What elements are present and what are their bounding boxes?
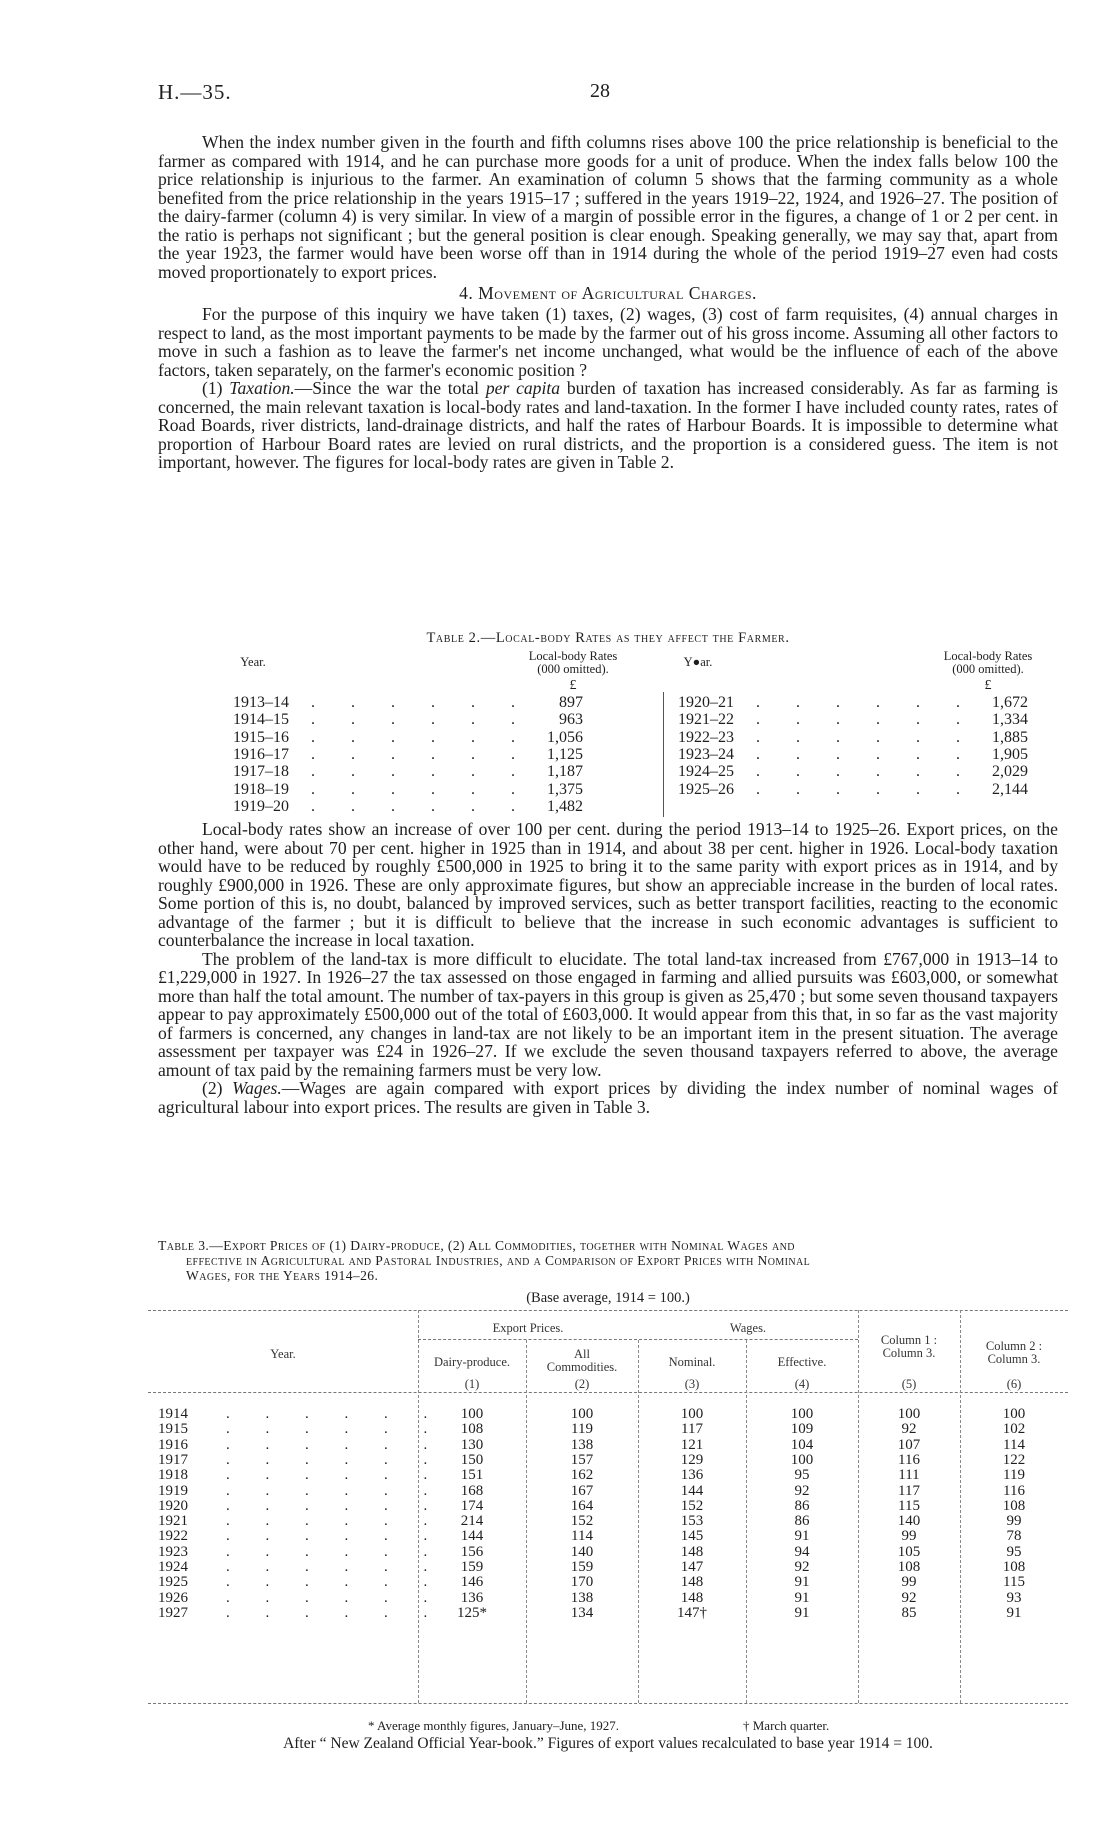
table3-year: 1917 <box>158 1451 188 1468</box>
table3-cell-c6: 122 <box>1002 1451 1026 1468</box>
taxation-per-capita: per capita <box>485 378 561 398</box>
table2-year: 1924–25 <box>678 763 734 781</box>
table3-cell-effective: 92 <box>794 1482 810 1499</box>
table3-cell-all: 100 <box>570 1406 594 1422</box>
table3-col5-header <box>858 1334 960 1360</box>
table3-cell-all: 138 <box>570 1589 594 1606</box>
table3-cell-c5: 111 <box>898 1467 920 1484</box>
table3-cell-nominal: 121 <box>680 1436 704 1453</box>
table2-value: 1,885 <box>992 728 1028 746</box>
table2-year-header-right: Y●ar. <box>683 655 713 669</box>
table2-unit-right: £ <box>984 678 992 693</box>
table3-cell-c5: 115 <box>898 1497 920 1514</box>
table3-year: 1922 <box>158 1528 188 1545</box>
table3-cell-all: 114 <box>571 1528 593 1545</box>
col5-header-line2: Column 3. <box>882 1346 936 1360</box>
body-text-top <box>158 133 1058 472</box>
table3-cell-all: 159 <box>570 1559 594 1575</box>
taxation-text-a: —Since the war the total <box>294 378 486 398</box>
table3-year: 1924 <box>158 1559 188 1575</box>
table2-value: 1,905 <box>992 745 1028 763</box>
table2-leader-dots: . . . . . . <box>756 763 976 781</box>
table3-cell-all: 167 <box>570 1482 594 1499</box>
table3-cell-dairy: 168 <box>460 1482 484 1499</box>
section-heading-agricultural-charges: 4. Movement of Agricultural Charges. <box>459 283 757 303</box>
table3-cell-dairy: 108 <box>460 1421 484 1438</box>
table3-title-line2: effective in Agricultural and Pastoral Industries, and a Comparison of Export Prices with Nominal <box>186 1253 811 1268</box>
table3-cell-c5: 99 <box>901 1574 917 1591</box>
table3-year: 1925 <box>158 1574 188 1591</box>
table2-row <box>233 798 593 815</box>
col6-header-line2: Column 3. <box>987 1352 1041 1366</box>
table3-cell-c5: 116 <box>898 1451 920 1468</box>
table3-leader-dots: . . . . . . <box>226 1574 444 1591</box>
table3-cell-c6: 99 <box>1006 1513 1022 1530</box>
table3-cell-c6: 95 <box>1006 1543 1022 1560</box>
table2-year: 1922–23 <box>678 728 734 746</box>
table3-col-number-6: (6) <box>1006 1377 1022 1391</box>
paragraph-purpose-of-inquiry: For the purpose of this inquiry we have taken (1) taxes, (2) wages, (3) cost of farm requisites, (4) annual charges in respect to land, as the most important payments to be made by the farmer out of his gross income. Assuming all other factors to move in such a fashion as to leave the farmer's net income unchanged, what would be the influence of each of the above factors, taken separately, on the farmer's economic position ? <box>158 304 1058 380</box>
rates-header-line1: Local-body Rates <box>528 649 618 663</box>
table2-leader-dots: . . . . . . <box>756 728 976 746</box>
table3-cell-all: 170 <box>570 1574 594 1591</box>
table3-title <box>158 1238 1058 1283</box>
table2-year: 1918–19 <box>233 780 289 798</box>
table3-cell-nominal: 145 <box>680 1528 704 1545</box>
table3-cell-effective: 91 <box>794 1574 810 1591</box>
all-header-line2: Commodities. <box>546 1360 618 1374</box>
table3-cell-effective: 92 <box>794 1559 810 1575</box>
table3-year: 1914 <box>158 1406 188 1422</box>
table3-leader-dots: . . . . . . <box>226 1451 444 1468</box>
table3-cell-nominal: 144 <box>680 1482 704 1499</box>
table2-leader-dots: . . . . . . <box>756 711 976 729</box>
table3-year: 1919 <box>158 1482 188 1499</box>
table2-year: 1923–24 <box>678 745 734 763</box>
table2-divider <box>663 692 664 817</box>
paragraph-wages <box>158 1079 1058 1116</box>
table3-cell-all: 157 <box>570 1451 594 1468</box>
table3-top-rule <box>148 1310 1068 1311</box>
table3-cell-effective: 91 <box>794 1604 810 1621</box>
table3-leader-dots: . . . . . . <box>226 1421 444 1438</box>
table3-base-note: (Base average, 1914 = 100.) <box>526 1290 690 1306</box>
rates-header-line2: (000 omitted). <box>952 662 1024 676</box>
table2-leader-dots: . . . . . . <box>311 694 531 711</box>
table2-row <box>678 763 1038 780</box>
table2-value: 963 <box>559 711 583 729</box>
paragraph-taxation <box>158 379 1058 472</box>
table2 <box>233 648 1053 818</box>
table3-cell-nominal: 147 <box>680 1559 704 1575</box>
table2-year: 1919–20 <box>233 797 289 815</box>
table3-cell-c6: 108 <box>1002 1559 1026 1575</box>
table3-dairy-header: Dairy-produce. <box>433 1355 510 1369</box>
table3-cell-c6: 114 <box>1003 1436 1025 1453</box>
table3-title-line1: Table 3.—Export Prices of (1) Dairy-produce, (2) All Commodities, together with Nominal Wages and <box>158 1238 795 1253</box>
table2-leader-dots: . . . . . . <box>311 745 531 763</box>
table3-col6-header <box>960 1340 1068 1366</box>
table3-cell-c5: 85 <box>901 1604 917 1621</box>
table3-col-number-5: (5) <box>901 1377 917 1391</box>
table2-row <box>233 746 593 763</box>
note-dagger: † March quarter. <box>743 1718 830 1733</box>
table3-cell-dairy: 125* <box>457 1604 487 1621</box>
table2-row <box>678 746 1038 763</box>
table2-value: 1,482 <box>547 797 583 815</box>
table3-cell-effective: 91 <box>794 1589 810 1606</box>
table3-cell-c6: 102 <box>1002 1421 1026 1438</box>
table3-cell-all: 164 <box>570 1497 594 1514</box>
col6-header-line1: Column 2 : <box>985 1339 1043 1353</box>
table3-cell-nominal: 153 <box>680 1513 704 1530</box>
table3-year: 1920 <box>158 1497 188 1514</box>
table3-col-number-4: (4) <box>794 1377 810 1391</box>
table3-cell-dairy: 159 <box>460 1559 484 1575</box>
all-header-line1: All <box>574 1347 590 1361</box>
table3-cell-dairy: 130 <box>460 1436 484 1453</box>
table3-year: 1921 <box>158 1513 188 1530</box>
table2-leader-dots: . . . . . . <box>311 728 531 746</box>
table3-col-number-1: (1) <box>464 1377 480 1391</box>
table3-cell-effective: 95 <box>794 1467 810 1484</box>
table3-cell-dairy: 156 <box>460 1543 484 1560</box>
table2-row <box>233 763 593 780</box>
table3-cell-c6: 93 <box>1006 1589 1022 1606</box>
table2-value: 2,144 <box>992 780 1028 798</box>
table3-leader-dots: . . . . . . <box>226 1497 444 1514</box>
table3-year: 1927 <box>158 1604 188 1621</box>
table2-rates-header-right <box>923 650 1053 676</box>
table2-value: 1,334 <box>992 711 1028 729</box>
table2-leader-dots: . . . . . . <box>311 763 531 781</box>
table3-cell-nominal: 152 <box>680 1497 704 1514</box>
table2-row <box>233 781 593 798</box>
table3-cell-c5: 92 <box>901 1421 917 1438</box>
table3-nominal-header: Nominal. <box>668 1355 716 1369</box>
table3-cell-all: 138 <box>570 1436 594 1453</box>
table2-title: Table 2.—Local-body Rates as they affect the Farmer. <box>426 630 790 646</box>
table3-year: 1916 <box>158 1436 188 1453</box>
table3-cell-c5: 92 <box>901 1589 917 1606</box>
table2-year: 1925–26 <box>678 780 734 798</box>
table3-cell-c6: 78 <box>1006 1528 1022 1545</box>
table2-row <box>233 711 593 728</box>
table3-all-commodities-header <box>526 1348 638 1374</box>
table2-year: 1916–17 <box>233 745 289 763</box>
table3-col-number-2: (2) <box>574 1377 590 1391</box>
table3-cell-nominal: 129 <box>680 1451 704 1468</box>
wages-heading: Wages. <box>232 1078 282 1098</box>
table2-leader-dots: . . . . . . <box>311 797 531 815</box>
table3-year: 1918 <box>158 1467 188 1484</box>
table2-rates-header-left <box>508 650 638 676</box>
table3-source: After “ New Zealand Official Year-book.” Figures of export values recalculated to base year 1914 = 100. <box>283 1735 933 1752</box>
table3-cell-nominal: 148 <box>680 1589 704 1606</box>
table3-cell-dairy: 136 <box>460 1589 484 1606</box>
table2-leader-dots: . . . . . . <box>756 780 976 798</box>
table3-cell-all: 119 <box>571 1421 593 1438</box>
wages-number: (2) <box>202 1078 233 1098</box>
body-text-middle <box>158 820 1058 1116</box>
table3-effective-header: Effective. <box>777 1355 827 1369</box>
table3-cell-dairy: 146 <box>460 1574 484 1591</box>
table3-leader-dots: . . . . . . <box>226 1482 444 1499</box>
taxation-number: (1) <box>202 378 230 398</box>
table3-cell-c6: 91 <box>1006 1604 1022 1621</box>
taxation-text-b: burden of taxation has increased considerably. As far as farming is concerned, the main relevant taxation is local-body rates and land-taxation. In the former I have included county rates, rates of Road Boards, river districts, land-drainage districts, and half the rates of Harbour Boards. It is impossible to determine what proportion of Harbour Board rates are levied on rural districts, and the proportion is a considered guess. The item is not important, however. The figures for local-body rates are given in Table 2. <box>158 378 1058 472</box>
table3-cell-effective: 104 <box>790 1436 814 1453</box>
table2-value: 1,672 <box>992 694 1028 711</box>
table2-row <box>678 711 1038 728</box>
table3-cell-effective: 94 <box>794 1543 810 1560</box>
table2-value: 897 <box>559 694 583 711</box>
rates-header-line2: (000 omitted). <box>537 662 609 676</box>
table3-leader-dots: . . . . . . <box>226 1528 444 1545</box>
wages-text: —Wages are again compared with export prices by dividing the index number of nominal wages of agricultural labour into export prices. The results are given in Table 3. <box>158 1078 1058 1117</box>
paragraph-land-tax: The problem of the land-tax is more difficult to elucidate. The total land-tax increased from £767,000 in 1913–14 to £1,229,000 in 1927. In 1926–27 the tax assessed on those engaged in farming and allied pursuits was £603,000, or somewhat more than half the total amount. The number of tax-payers in this group is given as 25,470 ; but some seven thousand taxpayers appear to pay approximately £500,000 out of the total of £603,000. It would appear from this that, in so far as the vast majority of farmers is concerned, any changes in land-tax are not likely to be an important item in the present situation. The average assessment per taxpayer was £24 in 1926–27. If we exclude the seven thousand taxpayers referred to above, the average amount of tax paid by the remaining farmers must be very low. <box>158 948 1058 1080</box>
table3-cell-c5: 117 <box>898 1482 920 1499</box>
table2-row <box>678 729 1038 746</box>
table3-cell-dairy: 150 <box>460 1451 484 1468</box>
table3-cell-c6: 119 <box>1003 1467 1025 1484</box>
table2-year-header-left: Year. <box>240 655 266 669</box>
table3-cell-c6: 108 <box>1002 1497 1026 1514</box>
table3 <box>148 1310 1068 1705</box>
page-header <box>158 80 1058 104</box>
table3-cell-all: 134 <box>570 1604 594 1621</box>
table2-year: 1915–16 <box>233 728 289 746</box>
table3-cell-c6: 115 <box>1003 1574 1025 1591</box>
paragraph-local-body-rates: Local-body rates show an increase of over 100 per cent. during the period 1913–14 to 1925–26. Export prices, on the other hand, were about 70 per cent. higher in 1925 than in 1914, and about 38 per cent. higher in 1926. Local-body taxation would have to be reduced by roughly £500,000 in 1925 to bring it to the same parity with export prices as in 1914, and by roughly £900,000 in 1926. These are only approximate figures, but show an appreciable increase in the burden of local rates. Some portion of this is, no doubt, balanced by improved services, such as better transport facilities, reacting to the economic advantage of the farmer ; but it is difficult to believe that the increase in such economic advantages is sufficient to counterbalance the increase in local taxation. <box>158 819 1058 950</box>
table2-year: 1914–15 <box>233 711 289 729</box>
table3-year-header: Year. <box>270 1347 296 1361</box>
table3-leader-dots: . . . . . . <box>226 1543 444 1560</box>
table2-leader-dots: . . . . . . <box>756 694 976 711</box>
paragraph-index-number: When the index number given in the fourth and fifth columns rises above 100 the price relationship is beneficial to the farmer as compared with 1914, and he can purchase more goods for a unit of produce. When the index falls below 100 the price relationship is injurious to the farmer. An examination of column 5 shows that the farming community as a whole benefited from the price relationship in the years 1915–17 ; suffered in the years 1919–22, 1924, and 1926–27. The position of the dairy-farmer (column 4) is very similar. In view of a margin of possible error in the figures, a change of 1 or 2 per cent. in the ratio is perhaps not significant ; but the general position is clear enough. Speaking generally, we may say that, apart from the year 1923, the farmer would have been worse off than in 1914 during the whole of the period 1919–27 even had costs moved proportionately to export prices. <box>158 132 1058 282</box>
table3-header-rule <box>148 1392 1068 1393</box>
table3-cell-nominal: 100 <box>680 1406 704 1422</box>
table3-year: 1915 <box>158 1421 188 1438</box>
table3-leader-dots: . . . . . . <box>226 1559 444 1575</box>
table3-cell-effective: 86 <box>794 1497 810 1514</box>
table3-cell-all: 140 <box>570 1543 594 1560</box>
table3-cell-nominal: 136 <box>680 1467 704 1484</box>
table2-leader-dots: . . . . . . <box>311 711 531 729</box>
table3-year: 1926 <box>158 1589 188 1606</box>
table2-year: 1913–14 <box>233 694 289 711</box>
table3-cell-nominal: 147† <box>677 1604 707 1621</box>
page-number: 28 <box>590 80 610 102</box>
table3-leader-dots: . . . . . . <box>226 1589 444 1606</box>
table2-year: 1920–21 <box>678 694 734 711</box>
table3-col-number-3: (3) <box>684 1377 700 1391</box>
table3-cell-c6: 100 <box>1002 1406 1026 1422</box>
table2-row <box>233 729 593 746</box>
table3-cell-nominal: 148 <box>680 1574 704 1591</box>
table3-cell-dairy: 214 <box>460 1513 484 1530</box>
table3-leader-dots: . . . . . . <box>226 1436 444 1453</box>
table2-row <box>678 694 1038 711</box>
table2-row <box>233 694 593 711</box>
table2-value: 1,187 <box>547 763 583 781</box>
table3-cell-c5: 99 <box>901 1528 917 1545</box>
document-reference: H.—35. <box>158 80 232 104</box>
table3-cell-all: 162 <box>570 1467 594 1484</box>
rates-header-line1: Local-body Rates <box>943 649 1033 663</box>
table2-leader-dots: . . . . . . <box>756 745 976 763</box>
table3-year: 1923 <box>158 1543 188 1560</box>
table3-cell-dairy: 100 <box>460 1406 484 1422</box>
table3-wages-header: Wages. <box>729 1321 767 1335</box>
table3-cell-effective: 100 <box>790 1406 814 1422</box>
table3-cell-effective: 86 <box>794 1513 810 1530</box>
table3-leader-dots: . . . . . . <box>226 1604 444 1621</box>
table2-value: 1,125 <box>547 745 583 763</box>
table3-bottom-rule <box>148 1703 1068 1704</box>
table3-cell-all: 152 <box>570 1513 594 1530</box>
table3-row <box>148 1605 1068 1622</box>
table2-value: 1,375 <box>547 780 583 798</box>
table3-cell-dairy: 151 <box>460 1467 484 1484</box>
table3-title-line3: Wages, for the Years 1914–26. <box>186 1268 379 1283</box>
table3-cell-nominal: 117 <box>681 1421 703 1438</box>
table3-cell-c5: 107 <box>897 1436 921 1453</box>
table2-unit-left: £ <box>569 678 577 693</box>
table3-cell-effective: 91 <box>794 1528 810 1545</box>
table3-cell-dairy: 174 <box>460 1497 484 1514</box>
table3-cell-nominal: 148 <box>680 1543 704 1560</box>
table3-cell-c5: 100 <box>897 1406 921 1422</box>
table3-cell-dairy: 144 <box>460 1528 484 1545</box>
table3-cell-c5: 140 <box>897 1513 921 1530</box>
table3-cell-c5: 108 <box>897 1559 921 1575</box>
table2-row <box>678 781 1038 798</box>
table2-year: 1917–18 <box>233 763 289 781</box>
table3-leader-dots: . . . . . . <box>226 1406 444 1422</box>
table2-leader-dots: . . . . . . <box>311 780 531 798</box>
note-star: * Average monthly figures, January–June, 1927. <box>368 1718 620 1733</box>
table3-leader-dots: . . . . . . <box>226 1467 444 1484</box>
col5-header-line1: Column 1 : <box>880 1333 938 1347</box>
table2-value: 2,029 <box>992 763 1028 781</box>
table3-cell-c6: 116 <box>1003 1482 1025 1499</box>
table3-export-prices-header: Export Prices. <box>492 1321 564 1335</box>
table3-cell-effective: 100 <box>790 1451 814 1468</box>
table2-value: 1,056 <box>547 728 583 746</box>
table3-cell-effective: 109 <box>790 1421 814 1438</box>
table3-leader-dots: . . . . . . <box>226 1513 444 1530</box>
table2-year: 1921–22 <box>678 711 734 729</box>
table3-cell-c5: 105 <box>897 1543 921 1560</box>
taxation-heading: Taxation. <box>229 378 295 398</box>
